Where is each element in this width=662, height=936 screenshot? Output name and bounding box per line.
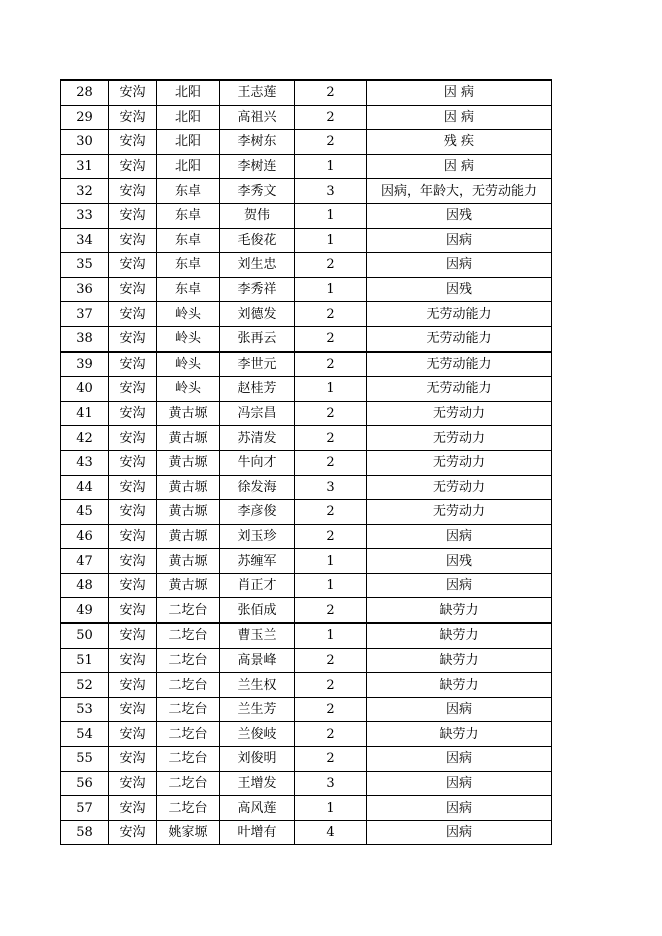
village-cell: 北阳: [157, 154, 220, 179]
row-number-cell: 33: [61, 203, 109, 228]
name-cell: 李世元: [220, 352, 295, 377]
table-row: [61, 401, 552, 426]
reason-cell: 因病: [367, 796, 552, 821]
village-cell: 黄古塬: [157, 475, 220, 500]
town-cell: 安沟: [109, 673, 157, 698]
row-number-cell: 46: [61, 524, 109, 549]
village-cell: 二圪台: [157, 598, 220, 623]
table-row: [61, 500, 552, 525]
table-row: [61, 426, 552, 451]
table-row: [61, 228, 552, 253]
name-cell: 牛向才: [220, 450, 295, 475]
reason-cell: 因残: [367, 277, 552, 302]
row-number-cell: 49: [61, 598, 109, 623]
name-cell: 冯宗昌: [220, 401, 295, 426]
reason-cell: 因病: [367, 771, 552, 796]
town-cell: 安沟: [109, 549, 157, 574]
table-row: [61, 377, 552, 402]
row-number-cell: 45: [61, 500, 109, 525]
row-number-cell: 37: [61, 302, 109, 327]
table-row: [61, 573, 552, 598]
row-number-cell: 30: [61, 130, 109, 155]
town-cell: 安沟: [109, 377, 157, 402]
name-cell: 李秀祥: [220, 277, 295, 302]
name-cell: 贺伟: [220, 203, 295, 228]
row-number-cell: 50: [61, 623, 109, 648]
town-cell: 安沟: [109, 450, 157, 475]
town-cell: 安沟: [109, 796, 157, 821]
name-cell: 兰生芳: [220, 697, 295, 722]
table-row: [61, 352, 552, 377]
town-cell: 安沟: [109, 623, 157, 648]
name-cell: 高祖兴: [220, 105, 295, 130]
table-row: [61, 820, 552, 845]
row-number-cell: 38: [61, 326, 109, 351]
count-cell: 2: [295, 105, 367, 130]
household-table: [60, 79, 552, 845]
row-number-cell: 52: [61, 673, 109, 698]
row-number-cell: 55: [61, 747, 109, 772]
village-cell: 黄古塬: [157, 524, 220, 549]
town-cell: 安沟: [109, 722, 157, 747]
town-cell: 安沟: [109, 598, 157, 623]
count-cell: 2: [295, 253, 367, 278]
reason-cell: 无劳动能力: [367, 302, 552, 327]
village-cell: 岭头: [157, 326, 220, 351]
village-cell: 岭头: [157, 377, 220, 402]
count-cell: 1: [295, 573, 367, 598]
name-cell: 李树连: [220, 154, 295, 179]
reason-cell: 因病: [367, 747, 552, 772]
reason-cell: 无劳动力: [367, 401, 552, 426]
town-cell: 安沟: [109, 179, 157, 204]
town-cell: 安沟: [109, 105, 157, 130]
village-cell: 北阳: [157, 105, 220, 130]
town-cell: 安沟: [109, 820, 157, 845]
village-cell: 岭头: [157, 302, 220, 327]
table-row: [61, 130, 552, 155]
name-cell: 张再云: [220, 326, 295, 351]
village-cell: 黄古塬: [157, 450, 220, 475]
table-row: [61, 179, 552, 204]
reason-cell: 无劳动能力: [367, 326, 552, 351]
count-cell: 2: [295, 450, 367, 475]
reason-cell: 因残: [367, 549, 552, 574]
village-cell: 二圪台: [157, 771, 220, 796]
table-row: [61, 105, 552, 130]
village-cell: 二圪台: [157, 673, 220, 698]
town-cell: 安沟: [109, 253, 157, 278]
row-number-cell: 53: [61, 697, 109, 722]
reason-cell: 因病: [367, 573, 552, 598]
row-number-cell: 40: [61, 377, 109, 402]
town-cell: 安沟: [109, 500, 157, 525]
count-cell: 2: [295, 747, 367, 772]
count-cell: 2: [295, 80, 367, 105]
name-cell: 张佰成: [220, 598, 295, 623]
reason-cell: 因病: [367, 253, 552, 278]
reason-cell: 因病: [367, 697, 552, 722]
name-cell: 苏清发: [220, 426, 295, 451]
table-row: [61, 722, 552, 747]
town-cell: 安沟: [109, 648, 157, 673]
reason-cell: 无劳动能力: [367, 377, 552, 402]
count-cell: 1: [295, 623, 367, 648]
reason-cell: 无劳动力: [367, 426, 552, 451]
row-number-cell: 39: [61, 352, 109, 377]
name-cell: 刘玉珍: [220, 524, 295, 549]
count-cell: 1: [295, 203, 367, 228]
count-cell: 1: [295, 228, 367, 253]
village-cell: 二圪台: [157, 623, 220, 648]
table-row: [61, 154, 552, 179]
table-row: [61, 326, 552, 351]
village-cell: 岭头: [157, 352, 220, 377]
table-row: [61, 697, 552, 722]
count-cell: 2: [295, 648, 367, 673]
town-cell: 安沟: [109, 203, 157, 228]
village-cell: 二圪台: [157, 697, 220, 722]
reason-cell: 因 病: [367, 80, 552, 105]
row-number-cell: 35: [61, 253, 109, 278]
reason-cell: 残 疾: [367, 130, 552, 155]
village-cell: 东卓: [157, 203, 220, 228]
count-cell: 2: [295, 326, 367, 351]
count-cell: 2: [295, 352, 367, 377]
row-number-cell: 31: [61, 154, 109, 179]
reason-cell: 因 病: [367, 154, 552, 179]
table-row: [61, 796, 552, 821]
reason-cell: 因病，年龄大，无劳动能力: [367, 179, 552, 204]
row-number-cell: 41: [61, 401, 109, 426]
count-cell: 3: [295, 475, 367, 500]
town-cell: 安沟: [109, 277, 157, 302]
town-cell: 安沟: [109, 130, 157, 155]
town-cell: 安沟: [109, 475, 157, 500]
village-cell: 二圪台: [157, 648, 220, 673]
name-cell: 叶增有: [220, 820, 295, 845]
row-number-cell: 28: [61, 80, 109, 105]
name-cell: 刘俊明: [220, 747, 295, 772]
village-cell: 东卓: [157, 277, 220, 302]
town-cell: 安沟: [109, 326, 157, 351]
village-cell: 东卓: [157, 253, 220, 278]
village-cell: 黄古塬: [157, 549, 220, 574]
village-cell: 北阳: [157, 130, 220, 155]
name-cell: 兰生权: [220, 673, 295, 698]
name-cell: 毛俊花: [220, 228, 295, 253]
table-row: [61, 598, 552, 623]
town-cell: 安沟: [109, 747, 157, 772]
count-cell: 1: [295, 277, 367, 302]
town-cell: 安沟: [109, 426, 157, 451]
town-cell: 安沟: [109, 573, 157, 598]
row-number-cell: 48: [61, 573, 109, 598]
name-cell: 李秀文: [220, 179, 295, 204]
village-cell: 二圪台: [157, 747, 220, 772]
table-row: [61, 253, 552, 278]
row-number-cell: 57: [61, 796, 109, 821]
village-cell: 姚家塬: [157, 820, 220, 845]
village-cell: 北阳: [157, 80, 220, 105]
table-row: [61, 648, 552, 673]
count-cell: 2: [295, 524, 367, 549]
name-cell: 王增发: [220, 771, 295, 796]
name-cell: 刘生忠: [220, 253, 295, 278]
name-cell: 徐发海: [220, 475, 295, 500]
row-number-cell: 54: [61, 722, 109, 747]
town-cell: 安沟: [109, 771, 157, 796]
name-cell: 刘德发: [220, 302, 295, 327]
table-row: [61, 450, 552, 475]
reason-cell: 无劳动能力: [367, 352, 552, 377]
reason-cell: 无劳动力: [367, 475, 552, 500]
row-number-cell: 36: [61, 277, 109, 302]
town-cell: 安沟: [109, 352, 157, 377]
reason-cell: 无劳动力: [367, 450, 552, 475]
count-cell: 2: [295, 500, 367, 525]
table-body: [61, 80, 552, 845]
row-number-cell: 56: [61, 771, 109, 796]
village-cell: 黄古塬: [157, 401, 220, 426]
table-row: [61, 203, 552, 228]
count-cell: 2: [295, 722, 367, 747]
reason-cell: 因病: [367, 228, 552, 253]
reason-cell: 因残: [367, 203, 552, 228]
row-number-cell: 34: [61, 228, 109, 253]
reason-cell: 缺劳力: [367, 722, 552, 747]
town-cell: 安沟: [109, 228, 157, 253]
count-cell: 2: [295, 697, 367, 722]
town-cell: 安沟: [109, 524, 157, 549]
row-number-cell: 29: [61, 105, 109, 130]
town-cell: 安沟: [109, 154, 157, 179]
village-cell: 二圪台: [157, 722, 220, 747]
count-cell: 2: [295, 302, 367, 327]
name-cell: 王志莲: [220, 80, 295, 105]
table-row: [61, 80, 552, 105]
town-cell: 安沟: [109, 697, 157, 722]
table-row: [61, 549, 552, 574]
name-cell: 曹玉兰: [220, 623, 295, 648]
town-cell: 安沟: [109, 302, 157, 327]
table-row: [61, 747, 552, 772]
row-number-cell: 47: [61, 549, 109, 574]
name-cell: 高风莲: [220, 796, 295, 821]
count-cell: 1: [295, 549, 367, 574]
reason-cell: 缺劳力: [367, 673, 552, 698]
town-cell: 安沟: [109, 401, 157, 426]
count-cell: 1: [295, 796, 367, 821]
count-cell: 3: [295, 771, 367, 796]
village-cell: 东卓: [157, 179, 220, 204]
count-cell: 2: [295, 401, 367, 426]
table-row: [61, 524, 552, 549]
reason-cell: 缺劳力: [367, 598, 552, 623]
reason-cell: 缺劳力: [367, 648, 552, 673]
table-row: [61, 673, 552, 698]
row-number-cell: 42: [61, 426, 109, 451]
village-cell: 二圪台: [157, 796, 220, 821]
name-cell: 李树东: [220, 130, 295, 155]
row-number-cell: 44: [61, 475, 109, 500]
table-row: [61, 623, 552, 648]
count-cell: 1: [295, 154, 367, 179]
name-cell: 兰俊岐: [220, 722, 295, 747]
count-cell: 3: [295, 179, 367, 204]
village-cell: 黄古塬: [157, 426, 220, 451]
count-cell: 2: [295, 598, 367, 623]
reason-cell: 因病: [367, 524, 552, 549]
table-row: [61, 475, 552, 500]
table-row: [61, 302, 552, 327]
name-cell: 肖正才: [220, 573, 295, 598]
count-cell: 1: [295, 377, 367, 402]
name-cell: 赵桂芳: [220, 377, 295, 402]
reason-cell: 因 病: [367, 105, 552, 130]
count-cell: 2: [295, 130, 367, 155]
row-number-cell: 58: [61, 820, 109, 845]
table-row: [61, 771, 552, 796]
name-cell: 李彦俊: [220, 500, 295, 525]
village-cell: 东卓: [157, 228, 220, 253]
count-cell: 2: [295, 426, 367, 451]
count-cell: 2: [295, 673, 367, 698]
count-cell: 4: [295, 820, 367, 845]
name-cell: 高景峰: [220, 648, 295, 673]
row-number-cell: 32: [61, 179, 109, 204]
reason-cell: 无劳动力: [367, 500, 552, 525]
town-cell: 安沟: [109, 80, 157, 105]
village-cell: 黄古塬: [157, 573, 220, 598]
row-number-cell: 43: [61, 450, 109, 475]
reason-cell: 缺劳力: [367, 623, 552, 648]
row-number-cell: 51: [61, 648, 109, 673]
reason-cell: 因病: [367, 820, 552, 845]
name-cell: 苏缠军: [220, 549, 295, 574]
village-cell: 黄古塬: [157, 500, 220, 525]
table-row: [61, 277, 552, 302]
